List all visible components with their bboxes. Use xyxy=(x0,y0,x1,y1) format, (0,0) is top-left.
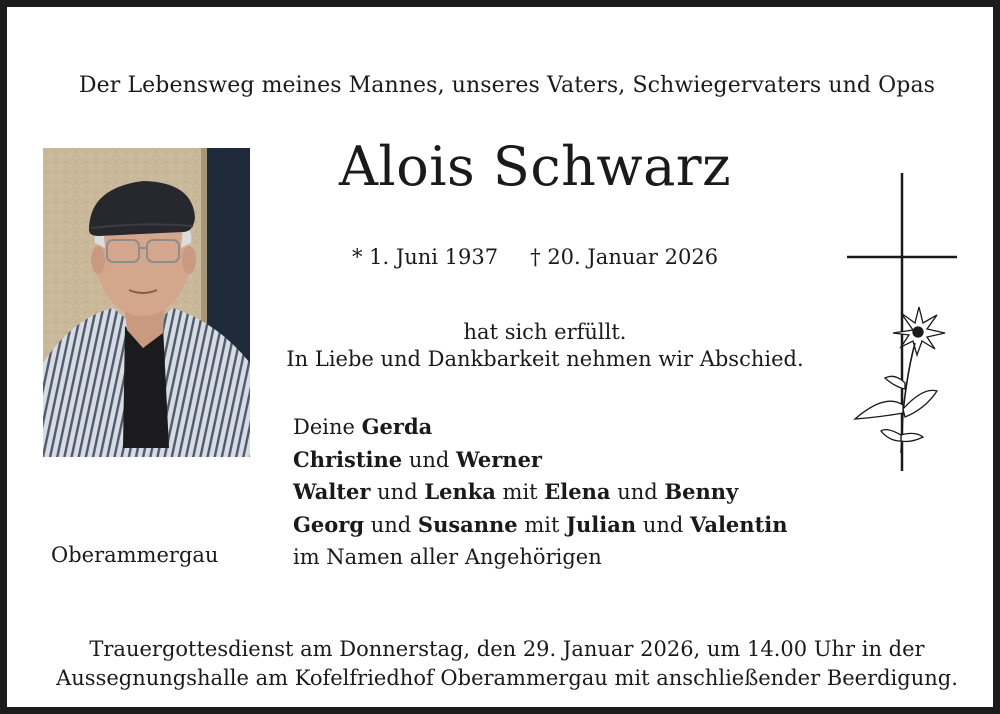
family-name: Lenka xyxy=(424,479,496,504)
intro-text: Der Lebensweg meines Mannes, unseres Vaters, Schwiegervaters und Opas xyxy=(78,73,936,98)
family-text: mit xyxy=(495,480,545,504)
family-name: Christine xyxy=(293,446,403,472)
family-line xyxy=(293,411,788,444)
family-text: und xyxy=(364,512,418,537)
service-line: Aussegnungshalle am Kofelfriedhof Oberammergau mit anschließender Beerdigung. xyxy=(56,666,958,690)
family-text: und xyxy=(402,447,456,472)
farewell-text xyxy=(225,319,865,373)
family-line xyxy=(293,509,788,542)
birth-date: * 1. Juni 1937 xyxy=(351,245,499,269)
fulfilled-line: hat sich erfüllt. xyxy=(463,320,627,344)
family-name: Georg xyxy=(293,511,365,537)
family-name: Werner xyxy=(456,446,542,472)
family-line xyxy=(293,476,788,509)
family-name: Elena xyxy=(544,479,611,504)
death-date: † 20. Januar 2026 xyxy=(530,245,719,269)
family-name: Benny xyxy=(664,479,739,504)
family-line: im Namen aller Angehörigen xyxy=(293,545,602,569)
cross-icon xyxy=(845,173,961,473)
family-name: Gerda xyxy=(361,414,433,439)
life-dates xyxy=(285,245,785,269)
family-text: und xyxy=(370,480,425,504)
family-name: Walter xyxy=(293,479,371,504)
family-name: Julian xyxy=(566,511,637,537)
service-line: Trauergottesdienst am Donnerstag, den 29. Januar 2026, um 14.00 Uhr in der xyxy=(89,637,925,661)
family-name: Valentin xyxy=(689,511,788,537)
family-text: Deine xyxy=(293,415,362,439)
family-text: und xyxy=(610,480,665,504)
family-list xyxy=(293,411,788,574)
service-info xyxy=(7,635,1000,693)
family-name: Susanne xyxy=(417,511,518,537)
edelweiss-icon xyxy=(855,307,945,453)
family-text: mit xyxy=(517,512,567,537)
portrait-photo xyxy=(43,148,250,457)
family-line xyxy=(293,444,788,477)
family-text: und xyxy=(636,512,690,537)
place-name: Oberammergau xyxy=(51,543,219,567)
farewell-line: In Liebe und Dankbarkeit nehmen wir Abschied. xyxy=(286,347,804,371)
deceased-name: Alois Schwarz xyxy=(338,135,732,198)
